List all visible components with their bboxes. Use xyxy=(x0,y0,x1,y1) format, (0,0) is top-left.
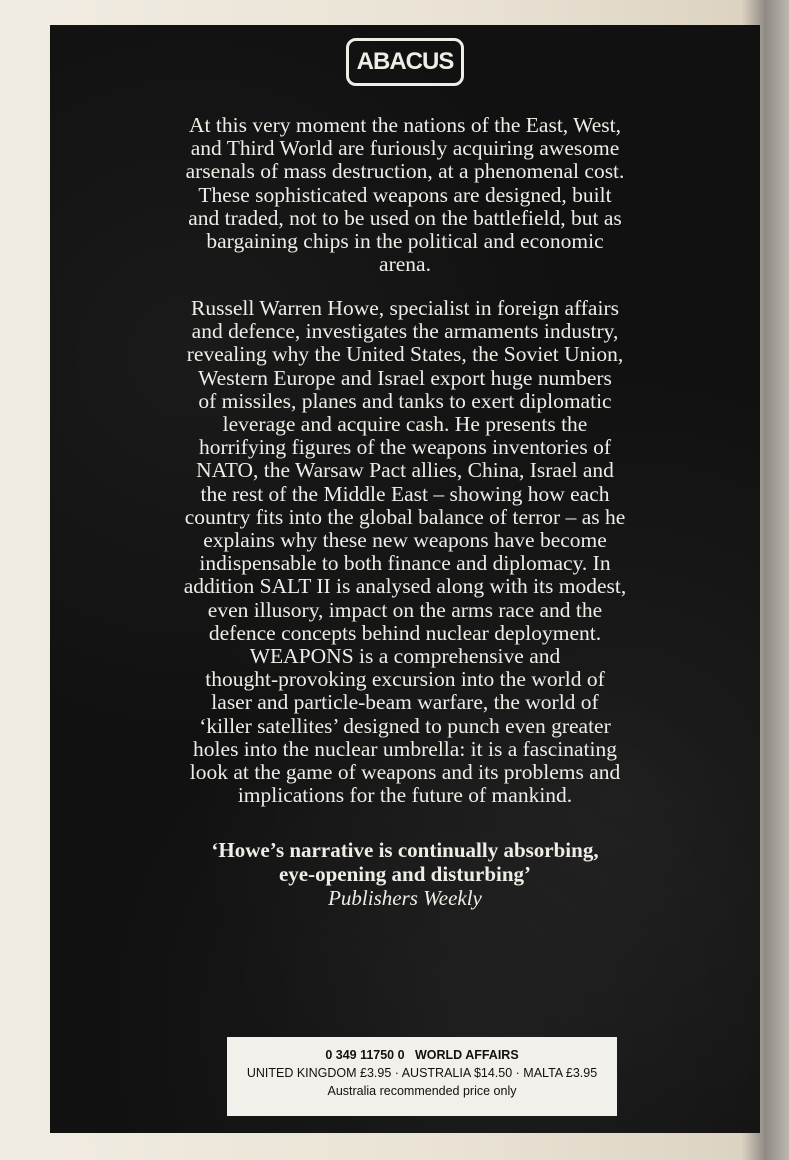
price-box xyxy=(227,1037,617,1116)
review-quote-line: ‘Howe’s narrative is continually absorbing, xyxy=(211,838,599,862)
blurb-line: of missiles, planes and tanks to exert diplomatic xyxy=(198,388,612,413)
blurb-line: bargaining chips in the political and economic xyxy=(206,229,604,254)
blurb-line: arsenals of mass destruction, at a phenomenal cost. xyxy=(185,159,625,184)
blurb-line: laser and particle-beam warfare, the world of xyxy=(211,690,599,715)
blurb-line: These sophisticated weapons are designed, built xyxy=(198,182,612,207)
blurb-line: thought-provoking excursion into the world of xyxy=(205,667,605,692)
blurb-line: horrifying figures of the weapons inventories of xyxy=(199,435,611,460)
blurb-line: ‘killer satellites’ designed to punch even greater xyxy=(199,713,611,738)
review-quote-line: eye-opening and disturbing’ xyxy=(278,862,532,886)
review-quote xyxy=(70,838,740,910)
blurb-line: holes into the nuclear umbrella: it is a fascinating xyxy=(193,736,617,761)
blurb-line: leverage and acquire cash. He presents the xyxy=(222,412,588,437)
blurb-line: Russell Warren Howe, specialist in foreign affairs xyxy=(191,296,619,320)
price-note: Australia recommended price only xyxy=(327,1084,517,1098)
blurb-line: even illusory, impact on the arms race and the xyxy=(207,597,603,622)
publisher-logo-text: ABACUS xyxy=(356,48,454,75)
blurb-line: implications for the future of mankind. xyxy=(237,783,573,808)
review-source: Publishers Weekly xyxy=(328,886,482,910)
back-cover xyxy=(50,25,760,1133)
blurb-line: and traded, not to be used on the battlefield, but as xyxy=(188,205,622,230)
blurb-line: and Third World are furiously acquiring awesome xyxy=(190,136,620,161)
blurb-line: defence concepts behind nuclear deployment. xyxy=(208,620,602,645)
blurb-paragraph-1 xyxy=(70,114,740,276)
blurb-line: and defence, investigates the armaments industry, xyxy=(191,319,619,344)
blurb-line: look at the game of weapons and its problems and xyxy=(189,760,621,785)
blurb-line: the rest of the Middle East – showing how each xyxy=(200,481,610,506)
blurb-line: WEAPONS is a comprehensive and xyxy=(249,644,561,669)
blurb-line: arena. xyxy=(379,252,431,277)
blurb-line: country fits into the global balance of terror – as he xyxy=(184,504,626,529)
blurb-line: indispensable to both finance and diplomacy. In xyxy=(199,551,611,576)
blurb-line: revealing why the United States, the Soviet Union, xyxy=(186,342,624,367)
publisher-logo xyxy=(346,38,464,86)
blurb-line: NATO, the Warsaw Pact allies, China, Israel and xyxy=(196,458,614,483)
blurb-paragraph-2 xyxy=(70,297,740,807)
blurb-line: Western Europe and Israel export huge numbers xyxy=(198,365,612,390)
price-list: UNITED KINGDOM £3.95 · AUSTRALIA $14.50 · MALTA £3.95 xyxy=(246,1066,598,1080)
blurb-line: At this very moment the nations of the East, West, xyxy=(189,113,621,137)
blurb-line: explains why these new weapons have become xyxy=(203,528,607,553)
blurb-line: addition SALT II is analysed along with its modest, xyxy=(183,574,627,599)
isbn-category: 0 349 11750 0 WORLD AFFAIRS xyxy=(325,1048,519,1062)
